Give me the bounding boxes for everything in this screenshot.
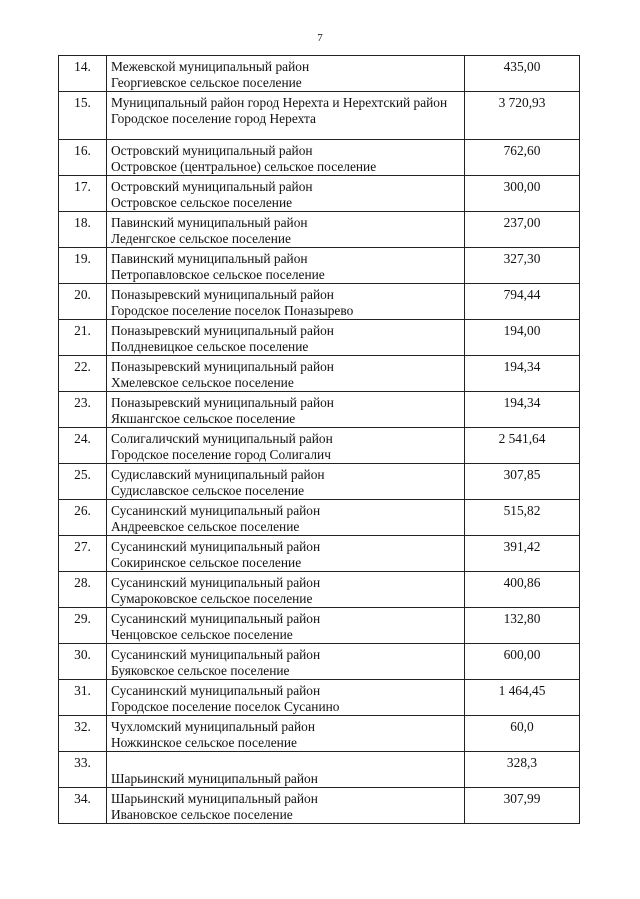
- table-row: [59, 716, 580, 752]
- amount-value: 762,60: [465, 140, 580, 176]
- settlement-name: Городское поселение поселок Поназырево: [111, 303, 354, 318]
- settlement-name: Петропавловское сельское поселение: [111, 267, 325, 282]
- municipality-name: [107, 176, 465, 212]
- municipality-name: [107, 536, 465, 572]
- district-name: Судиславский муниципальный район: [111, 467, 325, 482]
- settlement-name: Островское (центральное) сельское поселение: [111, 159, 377, 174]
- amount-value: 400,86: [465, 572, 580, 608]
- row-number: 20.: [59, 284, 107, 320]
- settlement-name: Полдневицкое сельское поселение: [111, 339, 309, 354]
- table-row: [59, 680, 580, 716]
- settlement-name: Городское поселение город Нерехта: [111, 111, 316, 126]
- municipality-name: [107, 56, 465, 92]
- amount-value: 435,00: [465, 56, 580, 92]
- table-row: [59, 392, 580, 428]
- municipality-name: [107, 392, 465, 428]
- row-number: 28.: [59, 572, 107, 608]
- district-name: Муниципальный район город Нерехта и Нерехтский район: [111, 95, 448, 110]
- settlement-name: Хмелевское сельское поселение: [111, 375, 294, 390]
- settlement-name: Ножкинское сельское поселение: [111, 735, 297, 750]
- row-number: 25.: [59, 464, 107, 500]
- amount-value: 194,34: [465, 392, 580, 428]
- table-row: [59, 284, 580, 320]
- municipality-name: [107, 428, 465, 464]
- settlement-name: Городское поселение поселок Сусанино: [111, 699, 340, 714]
- municipality-name: [107, 356, 465, 392]
- district-name: Поназыревский муниципальный район: [111, 395, 334, 410]
- municipality-name: [107, 644, 465, 680]
- municipality-name: [107, 212, 465, 248]
- municipality-name: [107, 284, 465, 320]
- row-number: 18.: [59, 212, 107, 248]
- municipality-name: [107, 248, 465, 284]
- district-name: Островский муниципальный район: [111, 179, 313, 194]
- district-name: Поназыревский муниципальный район: [111, 287, 334, 302]
- amount-value: 60,0: [465, 716, 580, 752]
- row-number: 26.: [59, 500, 107, 536]
- settlement-name: Ивановское сельское поселение: [111, 807, 293, 822]
- amount-value: 3 720,93: [465, 92, 580, 140]
- municipality-name: [107, 140, 465, 176]
- municipality-name: [107, 320, 465, 356]
- district-name: Сусанинский муниципальный район: [111, 647, 321, 662]
- municipality-name: [107, 572, 465, 608]
- page-number: 7: [317, 32, 323, 44]
- table-row: [59, 608, 580, 644]
- district-name: Чухломский муниципальный район: [111, 719, 316, 734]
- row-number: 31.: [59, 680, 107, 716]
- row-number: 17.: [59, 176, 107, 212]
- amount-value: 328,3: [465, 752, 580, 788]
- row-number: 33.: [59, 752, 107, 788]
- table-row: [59, 212, 580, 248]
- table-row: [59, 572, 580, 608]
- amount-value: 194,00: [465, 320, 580, 356]
- district-name: Солигаличский муниципальный район: [111, 431, 333, 446]
- row-number: 22.: [59, 356, 107, 392]
- table-row: [59, 92, 580, 140]
- row-number: 34.: [59, 788, 107, 824]
- row-number: 30.: [59, 644, 107, 680]
- district-name: Межевской муниципальный район: [111, 59, 310, 74]
- municipality-name: [107, 716, 465, 752]
- table-row: [59, 428, 580, 464]
- amount-value: 307,85: [465, 464, 580, 500]
- settlement-name: Георгиевское сельское поселение: [111, 75, 302, 90]
- settlement-name: Островское сельское поселение: [111, 195, 293, 210]
- table-row: [59, 536, 580, 572]
- settlement-name: Сокиринское сельское поселение: [111, 555, 302, 570]
- amount-value: 132,80: [465, 608, 580, 644]
- settlement-name: Сумароковское сельское поселение: [111, 591, 313, 606]
- district-name: Островский муниципальный район: [111, 143, 313, 158]
- table-body: [59, 56, 580, 824]
- table-row: [59, 248, 580, 284]
- table-row: [59, 140, 580, 176]
- amount-value: 300,00: [465, 176, 580, 212]
- amount-value: 1 464,45: [465, 680, 580, 716]
- amount-value: 2 541,64: [465, 428, 580, 464]
- amount-value: 237,00: [465, 212, 580, 248]
- settlement-name: Ченцовское сельское поселение: [111, 627, 293, 642]
- table-row: [59, 500, 580, 536]
- amount-value: 391,42: [465, 536, 580, 572]
- district-name: Сусанинский муниципальный район: [111, 539, 321, 554]
- table-row: [59, 176, 580, 212]
- district-name: Павинский муниципальный район: [111, 251, 308, 266]
- amount-value: 515,82: [465, 500, 580, 536]
- municipality-name: [107, 464, 465, 500]
- municipality-name: [107, 608, 465, 644]
- settlement-name: Шарьинский муниципальный район: [111, 771, 318, 786]
- municipality-name: [107, 788, 465, 824]
- table-row: [59, 320, 580, 356]
- settlement-name: Андреевское сельское поселение: [111, 519, 300, 534]
- district-name: Сусанинский муниципальный район: [111, 575, 321, 590]
- amount-value: 327,30: [465, 248, 580, 284]
- row-number: 23.: [59, 392, 107, 428]
- settlement-name: Якшангское сельское поселение: [111, 411, 296, 426]
- district-name: Сусанинский муниципальный район: [111, 611, 321, 626]
- row-number: 29.: [59, 608, 107, 644]
- row-number: 14.: [59, 56, 107, 92]
- district-name: Поназыревский муниципальный район: [111, 323, 334, 338]
- settlement-name: Леденгское сельское поселение: [111, 231, 291, 246]
- municipality-name: [107, 500, 465, 536]
- amount-value: 307,99: [465, 788, 580, 824]
- table-row: [59, 752, 580, 788]
- amount-value: 600,00: [465, 644, 580, 680]
- row-number: 19.: [59, 248, 107, 284]
- table-row: [59, 56, 580, 92]
- allocation-table: [58, 55, 580, 824]
- municipality-name: [107, 752, 465, 788]
- row-number: 21.: [59, 320, 107, 356]
- district-name: Сусанинский муниципальный район: [111, 683, 321, 698]
- district-name: Павинский муниципальный район: [111, 215, 308, 230]
- row-number: 27.: [59, 536, 107, 572]
- table-row: [59, 644, 580, 680]
- district-name: Поназыревский муниципальный район: [111, 359, 334, 374]
- amount-value: 794,44: [465, 284, 580, 320]
- settlement-name: Буяковское сельское поселение: [111, 663, 290, 678]
- row-number: 32.: [59, 716, 107, 752]
- district-name: [111, 755, 460, 771]
- district-name: Шарьинский муниципальный район: [111, 791, 318, 806]
- table-row: [59, 464, 580, 500]
- row-number: 24.: [59, 428, 107, 464]
- amount-value: 194,34: [465, 356, 580, 392]
- table-row: [59, 788, 580, 824]
- settlement-name: Городское поселение город Солигалич: [111, 447, 331, 462]
- row-number: 16.: [59, 140, 107, 176]
- settlement-name: Судиславское сельское поселение: [111, 483, 305, 498]
- district-name: Сусанинский муниципальный район: [111, 503, 321, 518]
- row-number: 15.: [59, 92, 107, 140]
- table-row: [59, 356, 580, 392]
- municipality-name: [107, 680, 465, 716]
- municipality-name: [107, 92, 465, 140]
